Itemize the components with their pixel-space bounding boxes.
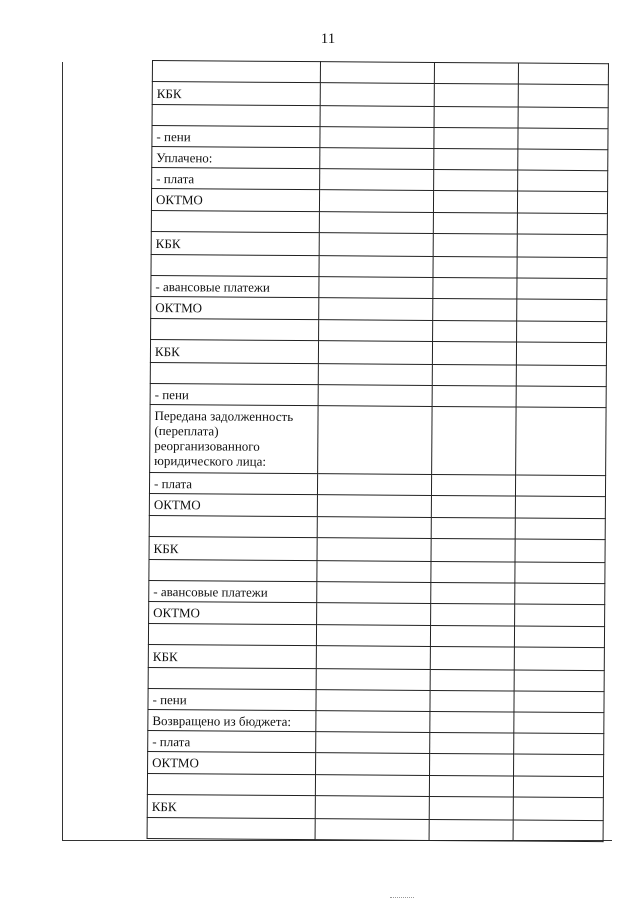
row-label-cell: - авансовые платежи <box>149 580 317 602</box>
ledger-table <box>147 60 609 842</box>
value-cell-2 <box>431 561 515 583</box>
value-cell-3 <box>513 820 603 842</box>
value-cell-3 <box>514 647 604 671</box>
value-cell-2 <box>430 646 514 670</box>
ledger-table-wrapper <box>147 60 608 841</box>
row-label-cell: - пени <box>152 126 320 148</box>
value-cell-1 <box>316 711 430 733</box>
value-cell-2 <box>431 582 515 604</box>
value-cell-1 <box>319 233 433 257</box>
row-label-cell: - пени <box>148 688 316 710</box>
value-cell-2 <box>434 127 518 149</box>
value-cell-2 <box>429 796 513 820</box>
value-cell-1 <box>319 277 433 299</box>
row-label-cell <box>148 623 316 645</box>
row-label-cell: КБК <box>147 794 315 818</box>
row-label-cell: - пени <box>150 383 318 405</box>
scan-artifact <box>390 897 414 899</box>
value-cell-2 <box>434 148 518 170</box>
row-label-cell: КБК <box>149 536 317 560</box>
row-label-cell <box>151 318 319 340</box>
row-label-cell <box>147 817 315 839</box>
value-cell-2 <box>433 320 517 342</box>
row-label-cell <box>150 362 318 384</box>
value-cell-2 <box>432 364 516 386</box>
row-label-cell: Уплачено: <box>152 147 320 169</box>
row-label-cell: ОКТМО <box>148 751 316 774</box>
row-label-cell <box>151 210 319 232</box>
value-cell-1 <box>320 148 434 170</box>
row-label-cell: КБК <box>150 339 318 363</box>
value-cell-2 <box>433 298 517 321</box>
value-cell-1 <box>317 538 431 562</box>
value-cell-1 <box>316 690 430 712</box>
table-row <box>149 493 605 518</box>
row-label-cell <box>148 667 316 689</box>
row-label-cell: КБК <box>148 644 316 668</box>
value-cell-2 <box>434 83 518 107</box>
value-cell-3 <box>513 797 603 821</box>
value-cell-3 <box>517 299 607 322</box>
value-cell-3 <box>515 604 605 627</box>
row-label-cell: ОКТМО <box>151 189 319 212</box>
row-label-cell: - авансовые платежи <box>151 275 319 297</box>
value-cell-3 <box>515 496 605 519</box>
value-cell-2 <box>433 277 517 299</box>
value-cell-3 <box>518 84 608 108</box>
value-cell-3 <box>514 733 604 755</box>
value-cell-2 <box>432 385 516 407</box>
value-cell-1 <box>320 169 434 191</box>
value-cell-2 <box>433 256 517 278</box>
value-cell-3 <box>518 107 608 129</box>
row-label-cell <box>147 773 315 795</box>
value-cell-2 <box>434 106 518 128</box>
row-label-cell: КБК <box>152 82 320 106</box>
value-cell-3 <box>516 386 606 408</box>
value-cell-1 <box>315 819 429 841</box>
row-label-cell: Возвращено из бюджета: <box>148 709 316 731</box>
table-row <box>150 339 606 365</box>
ledger-body <box>147 61 608 842</box>
value-cell-2 <box>430 669 514 691</box>
value-cell-3 <box>514 754 604 777</box>
value-cell-2 <box>433 233 517 257</box>
value-cell-3 <box>513 776 603 798</box>
value-cell-2 <box>433 212 517 234</box>
value-cell-3 <box>516 342 606 366</box>
value-cell-2 <box>434 62 518 84</box>
value-cell-2 <box>430 753 514 776</box>
page-number: 11 <box>320 31 336 47</box>
value-cell-1 <box>320 62 434 84</box>
row-label-cell <box>152 61 320 83</box>
value-cell-2 <box>431 517 515 539</box>
value-cell-1 <box>317 603 431 626</box>
value-cell-1 <box>317 561 431 583</box>
value-cell-1 <box>320 127 434 149</box>
row-label-cell: ОКТМО <box>149 493 317 516</box>
value-cell-3 <box>517 278 607 300</box>
table-row <box>149 536 605 562</box>
value-cell-3 <box>514 712 604 734</box>
value-cell-2 <box>433 190 517 213</box>
value-cell-2 <box>429 775 513 797</box>
row-label-cell: Передана задолженность (переплата) реорганизованного юридического лица: <box>150 404 318 473</box>
value-cell-3 <box>517 257 607 279</box>
value-cell-3 <box>517 234 607 258</box>
value-cell-3 <box>518 170 608 192</box>
value-cell-1 <box>319 190 433 213</box>
value-cell-1 <box>317 495 431 518</box>
value-cell-1 <box>315 796 429 820</box>
value-cell-3 <box>515 562 605 584</box>
value-cell-2 <box>430 732 514 754</box>
value-cell-1 <box>315 775 429 797</box>
row-label-cell: - плата <box>149 472 317 494</box>
row-label-cell <box>149 515 317 537</box>
value-cell-3 <box>514 626 604 648</box>
value-cell-1 <box>318 364 432 386</box>
value-cell-1 <box>319 212 433 234</box>
value-cell-1 <box>319 256 433 278</box>
row-label-cell <box>152 105 320 127</box>
row-label-cell: ОКТМО <box>149 601 317 624</box>
table-row <box>151 231 607 257</box>
value-cell-1 <box>317 582 431 604</box>
table-row <box>147 817 603 841</box>
value-cell-3 <box>515 583 605 605</box>
value-cell-3 <box>517 321 607 343</box>
table-row <box>149 601 605 626</box>
value-cell-2 <box>434 169 518 191</box>
value-cell-3 <box>515 518 605 540</box>
value-cell-2 <box>431 603 515 626</box>
value-cell-2 <box>432 406 516 475</box>
value-cell-1 <box>316 646 430 670</box>
value-cell-2 <box>431 495 515 518</box>
table-row <box>148 751 604 776</box>
table-row <box>152 82 608 108</box>
value-cell-3 <box>514 670 604 692</box>
value-cell-1 <box>317 474 431 496</box>
value-cell-3 <box>518 63 608 85</box>
row-label-cell <box>151 254 319 276</box>
value-cell-1 <box>316 732 430 754</box>
table-row <box>147 794 603 820</box>
value-cell-1 <box>318 341 432 365</box>
value-cell-1 <box>316 625 430 647</box>
value-cell-2 <box>432 341 516 365</box>
value-cell-3 <box>518 128 608 150</box>
value-cell-2 <box>431 474 515 496</box>
table-row <box>151 296 607 321</box>
left-margin-rule <box>62 62 63 840</box>
table-row <box>151 189 607 214</box>
row-label-cell: - плата <box>152 168 320 190</box>
value-cell-3 <box>514 691 604 713</box>
value-cell-1 <box>316 669 430 691</box>
value-cell-3 <box>516 407 606 476</box>
row-label-cell: КБК <box>151 231 319 255</box>
row-label-cell <box>149 559 317 581</box>
value-cell-3 <box>516 365 606 387</box>
value-cell-1 <box>319 320 433 342</box>
table-row <box>150 404 606 475</box>
value-cell-1 <box>320 83 434 107</box>
value-cell-3 <box>517 191 607 214</box>
value-cell-3 <box>515 539 605 563</box>
value-cell-3 <box>515 475 605 497</box>
value-cell-2 <box>429 819 513 841</box>
value-cell-3 <box>517 213 607 235</box>
value-cell-1 <box>317 517 431 539</box>
value-cell-2 <box>430 625 514 647</box>
value-cell-2 <box>430 711 514 733</box>
value-cell-1 <box>318 406 432 475</box>
value-cell-3 <box>518 149 608 171</box>
table-row <box>148 644 604 670</box>
value-cell-2 <box>431 538 515 562</box>
value-cell-1 <box>316 753 430 776</box>
value-cell-1 <box>319 298 433 321</box>
value-cell-1 <box>318 385 432 407</box>
value-cell-1 <box>320 106 434 128</box>
row-label-cell: - плата <box>148 730 316 752</box>
value-cell-2 <box>430 690 514 712</box>
row-label-cell: ОКТМО <box>151 296 319 319</box>
